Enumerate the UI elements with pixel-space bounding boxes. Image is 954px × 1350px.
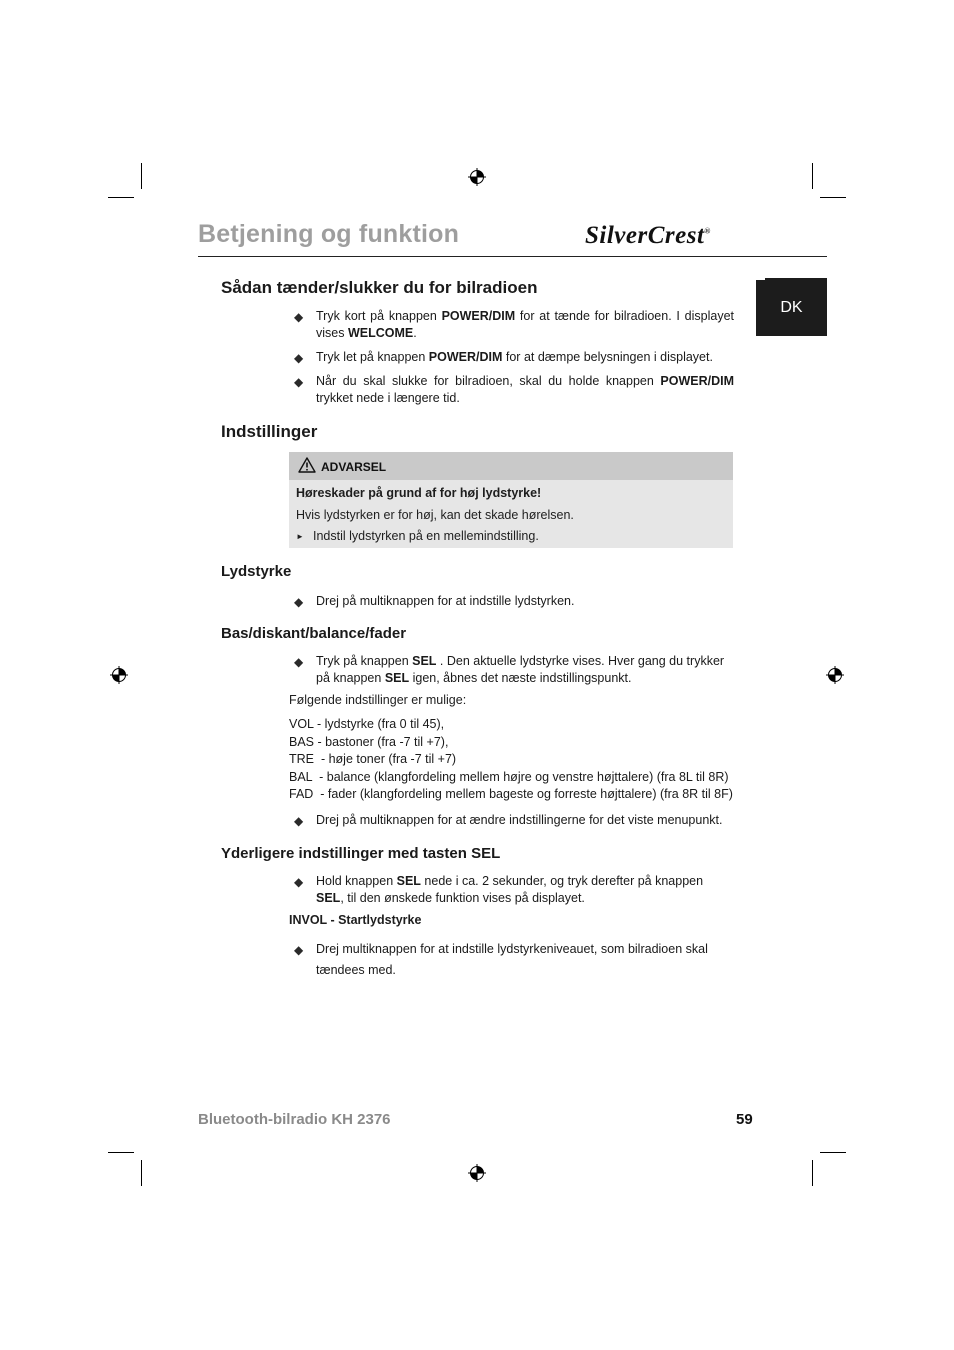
crop-mark <box>108 1152 134 1153</box>
settings-row: FAD - fader (klangfordeling mellem bageste og forreste højttalere) (fra 8R til 8F) <box>289 787 733 801</box>
crop-mark <box>812 163 813 189</box>
list-item: ◆ Drej på multiknappen for at indstille lydstyrken. <box>294 594 575 609</box>
language-tab-label: DK <box>780 299 803 316</box>
language-tab <box>756 280 827 336</box>
list-item: ◆ Tryk på knappen SEL . Den aktuelle lydstyrke vises. Hver gang du trykker på knappen SEL igen, åbnes det næste indstillingspunkt. <box>294 654 725 685</box>
diamond-bullet-icon: ◆ <box>294 814 304 828</box>
crop-mark <box>108 197 134 198</box>
crop-mark <box>820 1152 846 1153</box>
arrow-right-icon: ► <box>296 532 304 541</box>
subsection-heading-extra: Yderligere indstillinger med tasten SEL <box>221 845 501 862</box>
subsection-heading-volume: Lydstyrke <box>221 563 292 580</box>
section-heading-power: Sådan tænder/slukker du for bilradioen <box>221 278 538 297</box>
warning-label: ADVARSEL <box>321 460 387 474</box>
warning-title: Høreskader på grund af for høj lydstyrke! <box>296 486 542 500</box>
list-item: ◆ Tryk kort på knappen POWER/DIM for at tænde for bilradioen. I displayet vises WELCOME. <box>294 309 734 340</box>
warning-triangle-icon <box>298 457 316 473</box>
brand-logo <box>585 222 711 250</box>
list-item: ◆ Drej på multiknappen for at ændre indstillingerne for det viste menupunkt. <box>294 813 723 828</box>
crop-mark <box>812 1160 813 1186</box>
brand-logo-text: SilverCrest <box>585 222 705 249</box>
warning-text: Hvis lydstyrken er for høj, kan det skade hørelsen. <box>296 508 574 522</box>
diamond-bullet-icon: ◆ <box>294 875 304 889</box>
settings-list <box>289 716 733 804</box>
registration-mark-icon <box>468 1164 486 1182</box>
diamond-bullet-icon: ◆ <box>294 595 304 609</box>
crop-mark <box>141 163 142 189</box>
settings-intro: Følgende indstillinger er mulige: <box>289 693 467 707</box>
crop-mark <box>141 1160 142 1186</box>
list-item: ◆ Drej multiknappen for at indstille lydstyrkeniveauet, som bilradioen skal tændees med. <box>294 942 708 977</box>
registration-mark-icon <box>826 666 844 684</box>
crop-mark <box>820 197 846 198</box>
settings-row: BAS - bastoner (fra -7 til +7), <box>289 734 449 749</box>
page-number: 59 <box>736 1111 753 1128</box>
registered-mark: ® <box>704 226 711 236</box>
diamond-bullet-icon: ◆ <box>294 655 304 669</box>
warning-action: Indstil lydstyrken på en mellemindstilling. <box>313 529 539 543</box>
diamond-bullet-icon: ◆ <box>294 375 304 389</box>
list-item: ◆ Når du skal slukke for bilradioen, skal du holde knappen POWER/DIM trykket nede i længere tid. <box>294 374 734 405</box>
settings-row: TRE - høje toner (fra -7 til +7) <box>289 752 457 766</box>
diamond-bullet-icon: ◆ <box>294 310 304 324</box>
list-item: ◆ Hold knappen SEL nede i ca. 2 sekunder, og tryk derefter på knappen SEL, til den ønskede funktion vises på displayet. <box>294 874 704 905</box>
settings-row: BAL - balance (klangfordeling mellem højre og venstre højttalere) (fra 8L til 8R) <box>289 769 729 784</box>
list-item: ◆ Tryk let på knappen POWER/DIM for at dæmpe belysningen i displayet. <box>294 350 713 365</box>
diamond-bullet-icon: ◆ <box>294 351 304 365</box>
settings-row: VOL - lydstyrke (fra 0 til 45), <box>289 717 445 731</box>
page-title: Betjening og funktion <box>198 220 460 248</box>
footer-product: Bluetooth-bilradio KH 2376 <box>198 1111 391 1128</box>
registration-mark-icon <box>110 666 128 684</box>
section-heading-settings: Indstillinger <box>221 422 318 441</box>
title-divider <box>198 256 827 257</box>
registration-mark-icon <box>468 168 486 186</box>
invol-subheading: INVOL - Startlydstyrke <box>289 913 422 927</box>
diamond-bullet-icon: ◆ <box>294 943 304 957</box>
subsection-heading-bass: Bas/diskant/balance/fader <box>221 625 407 642</box>
